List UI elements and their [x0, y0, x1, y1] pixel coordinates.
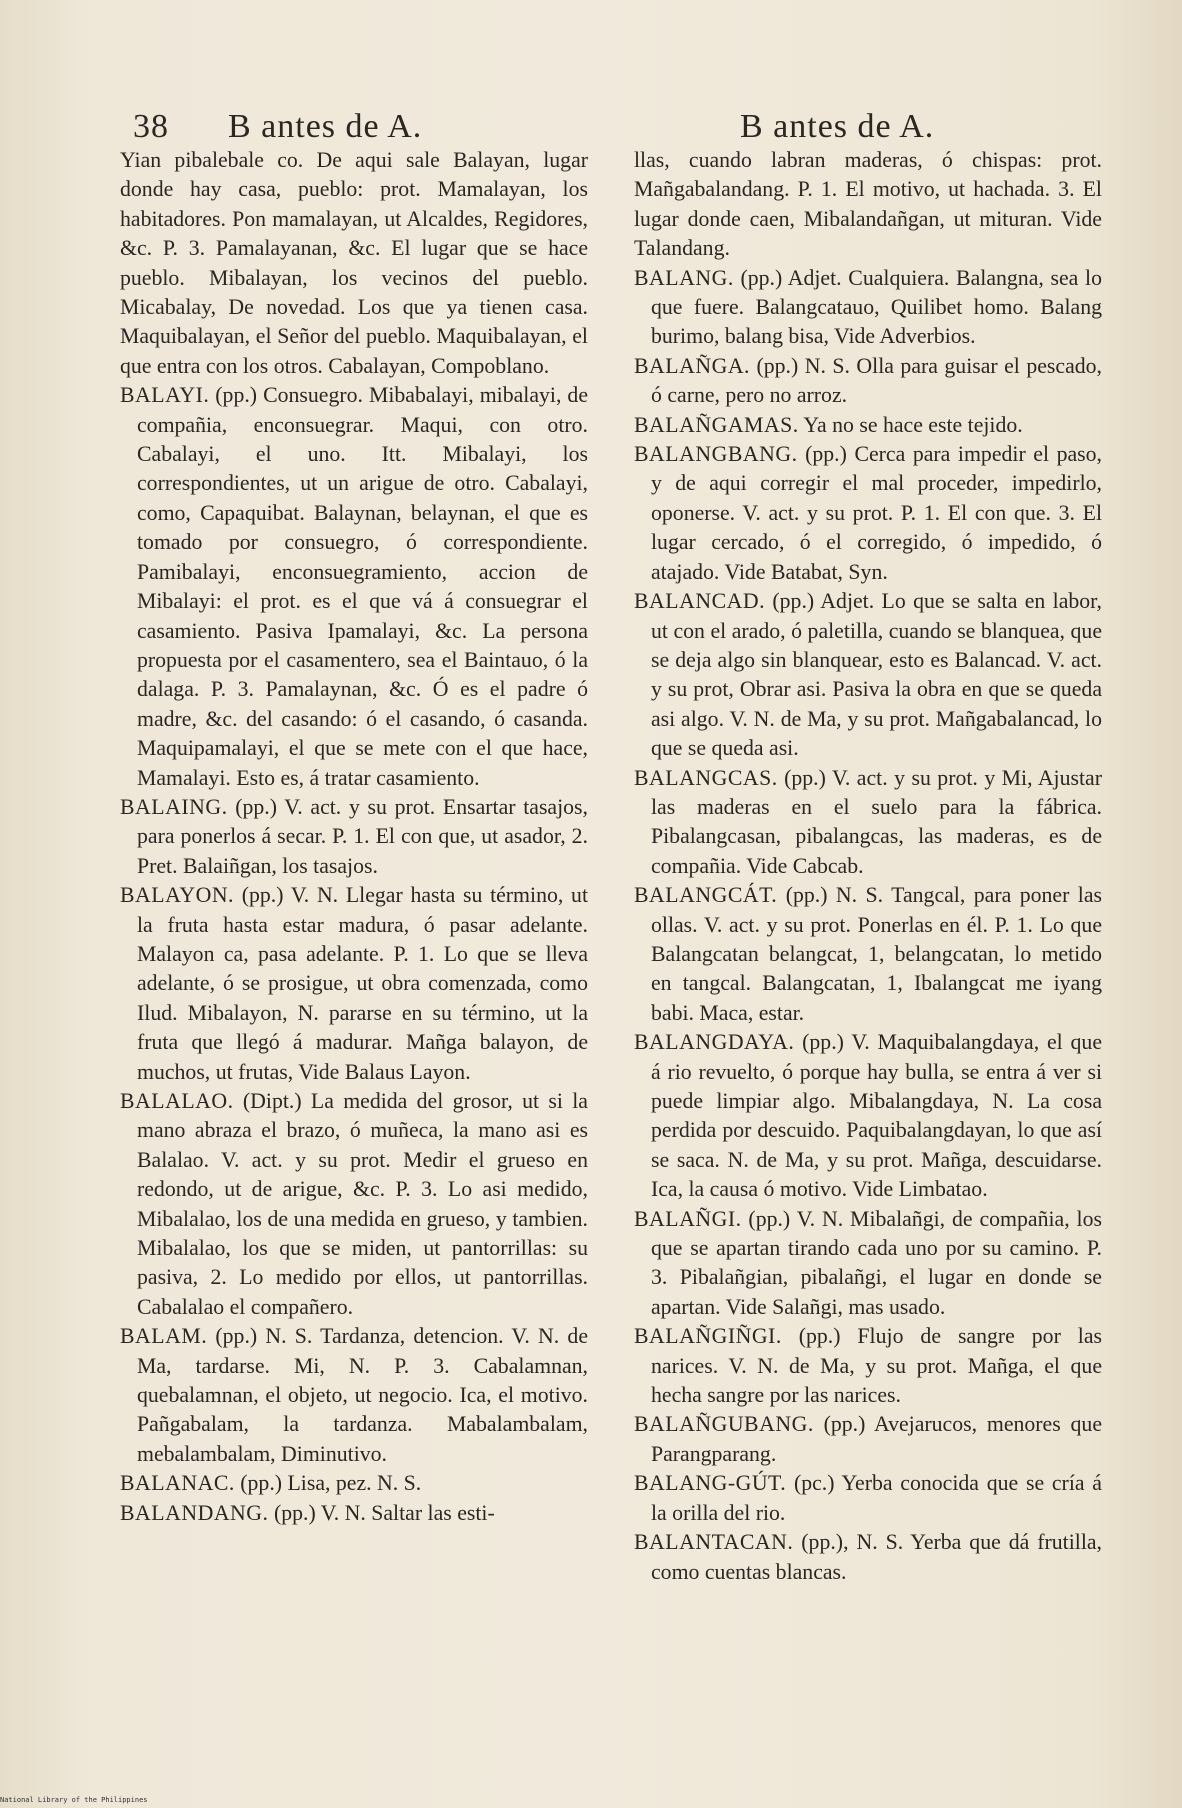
- entry-headword: BALANGCAS.: [634, 765, 778, 790]
- entry-headword: BALANGDAYA.: [634, 1030, 795, 1055]
- entry-definition: (pp.) V. act. y su prot. y Mi, Ajustar las maderas en el suelo para la fábrica. Pibalangcasan, pibalangcas, las maderas, es de compañia. Vide Cabcab.: [651, 765, 1102, 878]
- entry-definition: (pp.) V. N. Saltar las esti-: [268, 1500, 495, 1525]
- dictionary-entry: [634, 764, 1102, 882]
- dictionary-entry: [634, 1322, 1102, 1410]
- library-footer: National Library of the Philippines: [0, 1796, 148, 1804]
- entry-headword: BALAING.: [120, 794, 228, 819]
- entry-definition: Yian pibalebale co. De aqui sale Balayan, lugar donde hay casa, pueblo: prot. Mamalayan, los habitadores. Pon mamalayan, ut Alcaldes, Regidores, &c. P. 3. Pamalayanan, &c. El lugar que se hace pueblo. Mibalayan, los vecinos del pueblo. Micabalay, De novedad. Los que ya tienen casa. Maquibalayan, el Señor del pueblo. Maquibalayan, el que entra con los otros. Cabalayan, Compoblano.: [120, 148, 588, 378]
- entry-headword: BALAÑGUBANG.: [634, 1412, 814, 1437]
- entry-definition: (pp.) V. Maquibalangdaya, el que á rio revuelto, ó porque hay bulla, se entra á ver si puede limpiar algo. Mibalangdaya, N. La cosa perdida por descuido. Paquibalangdayan, lo que así se saca. N. de Ma, y su prot. Mañga, descuidarse. Ica, la causa ó motivo. Vide Limbatao.: [651, 1030, 1102, 1202]
- dictionary-entry: [634, 352, 1102, 411]
- dictionary-entry: [120, 381, 588, 793]
- entry-headword: BALANTACAN.: [634, 1530, 794, 1555]
- entry-headword: BALAM.: [120, 1324, 208, 1349]
- entry-definition: (pp.) Consuegro. Mibabalayi, mibalayi, de compañia, enconsuegrar. Maqui, con otro. Cabalayi, el uno. Itt. Mibalayi, los correspondientes, ut un arigue de otro. Cabalayi, como, Capaquibat. Balaynan, belaynan, el que es tomado por consuegro, ó correspondiente. Pamibalayi, enconsuegramiento, accion de Mibalayi: el prot. es el que vá á consuegrar el casamiento. Pasiva Ipamalayi, &c. La persona propuesta por el casamentero, sea el Baintauo, ó la dalaga. P. 3. Pamalaynan, &c. Ó es el padre ó madre, &c. del casando: ó el casando, ó casanda. Maquipamalayi, el que se mete con el que hace, Mamalayi. Esto es, á tratar casamiento.: [137, 383, 588, 790]
- entry-headword: BALANGBANG.: [634, 442, 798, 467]
- entry-headword: BALAÑGIÑGI.: [634, 1324, 782, 1349]
- entry-definition: (pp.) V. N. Llegar hasta su término, ut la fruta hasta estar madura, ó pasar adelante. Malayon ca, pasa adelante. P. 1. Lo que se lleva adelante, ó se prosigue, ut obra comenzada, como Ilud. Mibalayon, N. pararse en su término, ut la fruta que llegó á madurar. Mañga balayon, de muchos, ut frutas, Vide Balaus Layon.: [137, 883, 588, 1084]
- dictionary-entry: [634, 1205, 1102, 1323]
- entry-headword: BALANG-GÚT.: [634, 1471, 787, 1496]
- entry-definition: (pp.) N. S. Tardanza, detencion. V. N. de Ma, tardarse. Mi, N. P. 3. Cabalamnan, quebalamnan, el objeto, ut negocio. Ica, el motivo. Pañgabalam, la tardanza. Mabalambalam, mebalambalam, Diminutivo.: [137, 1324, 588, 1466]
- entry-definition: (pp.), N. S. Yerba que dá frutilla, como cuentas blancas.: [651, 1530, 1102, 1584]
- entry-definition: (pp.) Flujo de sangre por las narices. V. N. de Ma, y su prot. Mañga, el que hecha sangre por las narices.: [651, 1324, 1102, 1408]
- dictionary-entry: [634, 146, 1102, 264]
- entry-headword: BALANCAD.: [634, 589, 766, 614]
- entry-definition: (pp.) Adjet. Lo que se salta en labor, ut con el arado, ó paletilla, cuando se blanquea, que se deja algo sin blanquear, esto es Balancad. V. act. y su prot, Obrar asi. Pasiva la obra en que se queda asi algo. V. N. de Ma, y su prot. Mañgabalancad, lo que se queda asi.: [651, 589, 1102, 761]
- right-column: [634, 146, 1102, 1587]
- entry-definition: (pp.) V. act. y su prot. Ensartar tasajos, para ponerlos á secar. P. 1. El con que, ut asador, 2. Pret. Balaiñgan, los tasajos.: [137, 794, 588, 878]
- dictionary-entry: [634, 1410, 1102, 1469]
- dictionary-entry: [120, 1469, 588, 1498]
- entry-definition: (pp.) Cerca para impedir el paso, y de aqui corregir el mal proceder, impedirlo, oponerse. V. act. y su prot. P. 1. El con que. 3. El lugar cercado, ó el corregido, ó impedido, ó atajado. Vide Batabat, Syn.: [651, 442, 1102, 584]
- dictionary-entry: [120, 1322, 588, 1469]
- dictionary-entry: [634, 411, 1102, 440]
- entry-definition: (pc.) Yerba conocida que se cría á la orilla del rio.: [651, 1471, 1102, 1525]
- dictionary-entry: [634, 587, 1102, 763]
- dictionary-entry: [120, 146, 588, 381]
- dictionary-entry: [634, 881, 1102, 1028]
- dictionary-entry: [120, 793, 588, 881]
- dictionary-entry: [120, 1499, 588, 1528]
- entry-headword: BALANGCÁT.: [634, 883, 778, 908]
- entry-headword: BALAÑGA.: [634, 353, 751, 378]
- entry-headword: BALANDANG.: [120, 1500, 269, 1525]
- entry-headword: BALANAC.: [120, 1471, 235, 1496]
- dictionary-entry: [120, 1087, 588, 1322]
- left-column: [120, 146, 588, 1528]
- entry-definition: (pp.) Avejarucos, menores que Parangparang.: [651, 1412, 1102, 1466]
- entry-headword: BALAYI.: [120, 383, 210, 408]
- entry-definition: (pp.) Adjet. Cualquiera. Balangna, sea lo que fuere. Balangcatauo, Quilibet homo. Balang burimo, balang bisa, Vide Adverbios.: [651, 265, 1102, 349]
- entry-definition: llas, cuando labran maderas, ó chispas: prot. Mañgabalandang. P. 1. El motivo, ut hachada. 3. El lugar donde caen, Mibalandañgan, ut mituran. Vide Talandang.: [634, 148, 1102, 261]
- entry-headword: BALAYON.: [120, 883, 235, 908]
- entry-headword: BALALAO.: [120, 1089, 234, 1113]
- dictionary-entry: [120, 881, 588, 1087]
- running-title-left: B antes de A.: [228, 108, 423, 145]
- entry-definition: (pp.) V. N. Mibalañgi, de compañia, los que se apartan tirando cada uno por su camino. P. 3. Pibalañgian, pibalañgi, el lugar en donde se apartan. Vide Salañgi, mas usado.: [651, 1206, 1102, 1319]
- entry-definition: Ya no se hace este tejido.: [798, 412, 1023, 437]
- entry-definition: (pp.) N. S. Olla para guisar el pescado, ó carne, pero no arroz.: [651, 353, 1102, 408]
- dictionary-entry: [634, 1028, 1102, 1204]
- entry-headword: BALAÑGI.: [634, 1206, 742, 1231]
- entry-definition: (pp.) N. S. Tangcal, para poner las ollas. V. act. y su prot. Ponerlas en él. P. 1. Lo que Balangcatan belangcat, 1, belangcatan, lo metido en tangcal. Balangcatan, 1, Ibalangcat me iyang babi. Maca, estar.: [651, 883, 1102, 1025]
- dictionary-entry: [634, 1528, 1102, 1587]
- entry-headword: BALAÑGAMAS.: [634, 412, 799, 437]
- dictionary-entry: [634, 1469, 1102, 1528]
- dictionary-entry: [634, 264, 1102, 352]
- dictionary-entry: [634, 440, 1102, 587]
- entry-definition: (pp.) Lisa, pez. N. S.: [234, 1471, 422, 1496]
- entry-definition: (Dipt.) La medida del grosor, ut si la mano abraza el brazo, ó muñeca, la mano asi es Balalao. V. act. y su prot. Medir el grueso en redondo, ut de arigue, &c. P. 3. Lo asi medido, Mibalalao, los de una medida en grueso, y tambien. Mibalalao, los que se miden, ut pantorrillas: su pasiva, 2. Lo medido por ellos, ut pantorrillas. Cabalalao el compañero.: [137, 1089, 588, 1319]
- header-left: [133, 108, 653, 148]
- entry-headword: BALANG.: [634, 265, 734, 290]
- page-number: 38: [133, 108, 169, 145]
- running-title-right: B antes de A.: [740, 108, 935, 145]
